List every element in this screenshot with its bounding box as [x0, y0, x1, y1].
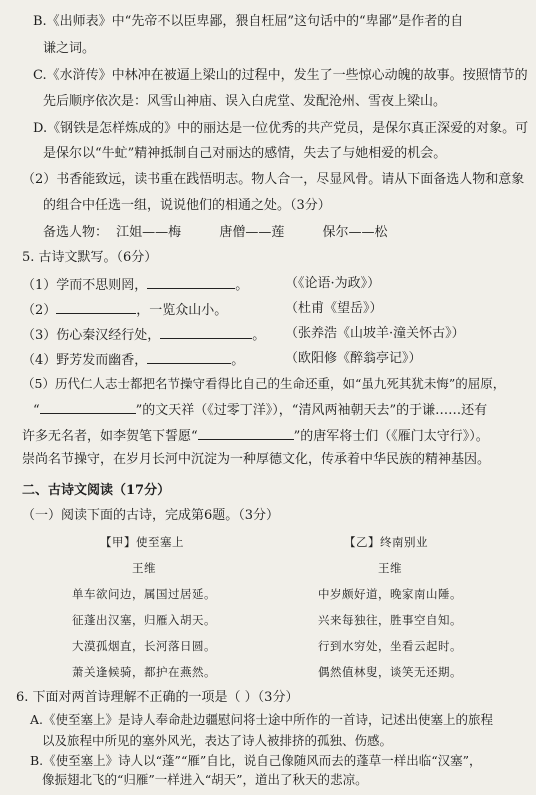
- q6-option-b-line2: 像振翅北飞的“归雁”一样进入“胡天”，道出了秋天的悲凉。: [42, 772, 368, 787]
- options-label: 备选人物：: [43, 225, 109, 240]
- poem-a-line: 单车欲问边，属国过居延。: [72, 587, 216, 601]
- option-c-line1: C.《水浒传》中林冲在被逼上梁山的过程中，发生了一些惊心动魄的故事。按照情节的: [33, 68, 528, 83]
- q5-line4: [22, 351, 244, 369]
- option-d-line1: D.《钢铁是怎样炼成的》中的丽达是一位优秀的共产党员，是保尔真正深爱的对象。可: [33, 121, 529, 136]
- poem-a-title: 【甲】使至塞上: [100, 535, 184, 549]
- poem-b-line: 偶然值林叟，谈笑无还期。: [318, 665, 462, 679]
- option-b-line2: 谦之词。: [43, 41, 96, 56]
- part2-line1: （2）书香能致远，读书重在践悟明志。物人合一，尽显风骨。请从下面备选人物和意象: [22, 172, 525, 187]
- option-c-line2: 先后顺序依次是：风雪山神庙、误入白虎堂、发配沧州、雪夜上梁山。: [43, 94, 447, 109]
- option-tangseng: 唐僧——莲: [219, 225, 285, 240]
- q5-l3-end: 。: [252, 328, 266, 343]
- section2-title: 二、古诗文阅读（17分）: [22, 483, 171, 498]
- q6-option-a-line1: A.《使至塞上》是诗人奉命赴边疆慰问将士途中所作的一首诗，记述出使塞上的旅程: [30, 712, 494, 727]
- poem-b-title: 【乙】终南别业: [344, 535, 428, 549]
- section2-subtitle: （一）阅读下面的古诗，完成第6题。（3分）: [22, 508, 280, 523]
- q5-l1-text: （1）学而不思则罔，: [22, 278, 148, 293]
- q5-l5-line2: [33, 401, 487, 419]
- q5-l5-line4: 崇尚名节操守，在岁月长河中沉淀为一种厚德文化，传承着中华民族的精神基因。: [22, 452, 491, 467]
- q5-l5-line1: （5）历代仁人志士都把名节操守看得比自己的生命还重，如“虽九死其犹未悔”的屈原，: [22, 376, 506, 391]
- q5-l3-source: （张养浩《山坡羊·潼关怀古》）: [285, 326, 465, 341]
- option-baoer: 保尔——松: [322, 225, 388, 240]
- q5-l1-end: 。: [235, 278, 249, 293]
- poem-b-line: 中岁颇好道，晚家南山陲。: [318, 587, 462, 601]
- q5-l5-line3: [22, 427, 489, 445]
- q5-l2-text: （2）: [22, 303, 57, 318]
- q5-title: 5. 古诗文默写。（6分）: [22, 250, 158, 265]
- answer-blank[interactable]: [147, 276, 235, 289]
- option-d-line2: 是保尔以“牛虻”精神抵制自己对丽达的感情，失去了与她相爱的机会。: [43, 146, 447, 161]
- q6-option-b-line1: B.《使至塞上》诗人以“蓬”“雁”自比，说自己像随风而去的蓬草一样出临“汉塞”，: [30, 753, 482, 768]
- poem-a-author: 王维: [132, 561, 156, 575]
- poem-b-line: 行到水穷处，坐看云起时。: [318, 639, 462, 653]
- answer-blank[interactable]: [198, 427, 294, 440]
- answer-blank[interactable]: [147, 351, 231, 364]
- poem-b-line: 兴来每独往，胜事空自知。: [318, 613, 462, 627]
- q5-l5-line3-end: ”的唐军将士们（《雁门太守行》）。: [293, 429, 489, 444]
- q5-l3-text: （3）伤心秦汉经行处，: [22, 328, 161, 343]
- q5-line3: [22, 326, 265, 344]
- poem-a-line: 萧关逢候骑，都护在燕然。: [72, 665, 216, 679]
- q5-l4-source: （欧阳修《醉翁亭记》）: [285, 351, 422, 366]
- poem-a-line: 征蓬出汉塞，归雁入胡天。: [72, 613, 216, 627]
- quote-open: “: [33, 403, 40, 418]
- poem-a-line: 大漠孤烟直，长河落日圆。: [72, 639, 216, 653]
- answer-blank[interactable]: [56, 301, 136, 314]
- answer-blank[interactable]: [40, 401, 136, 414]
- answer-blank[interactable]: [160, 326, 252, 339]
- q5-l2-end: ，一览众山小。: [136, 303, 228, 318]
- part2-line2: 的组合中任选一组，说说他们的相通之处。（3分）: [43, 198, 331, 213]
- q5-l5-line2-text: ”的文天祥（《过零丁洋》），“清风两袖朝天去”的于谦……还有: [135, 403, 488, 418]
- candidate-options: [43, 225, 387, 241]
- q5-l4-text: （4）野芳发而幽香，: [22, 353, 148, 368]
- q5-line2: [22, 301, 227, 319]
- option-b-line1: B.《出师表》中“先帝不以臣卑鄙，猥自枉屈”这句话中的“卑鄙”是作者的自: [33, 14, 464, 29]
- q5-l1-source: （《论语·为政》）: [285, 276, 381, 291]
- q5-l4-end: 。: [231, 353, 245, 368]
- q6-option-a-line2: 以及旅程中所见的塞外风光，表达了诗人被排挤的孤独、伤感。: [42, 733, 393, 748]
- option-jiangjie: 江姐——梅: [116, 225, 182, 240]
- q5-line1: [22, 276, 248, 294]
- q5-l2-source: （杜甫《望岳》）: [285, 301, 383, 316]
- q5-l5-line3-text: 许多无名者，如李贺笔下誓愿“: [22, 429, 198, 444]
- poem-b-author: 王维: [378, 561, 402, 575]
- q6-stem: 6. 下面对两首诗理解不正确的一项是（ ）（3分）: [16, 690, 299, 705]
